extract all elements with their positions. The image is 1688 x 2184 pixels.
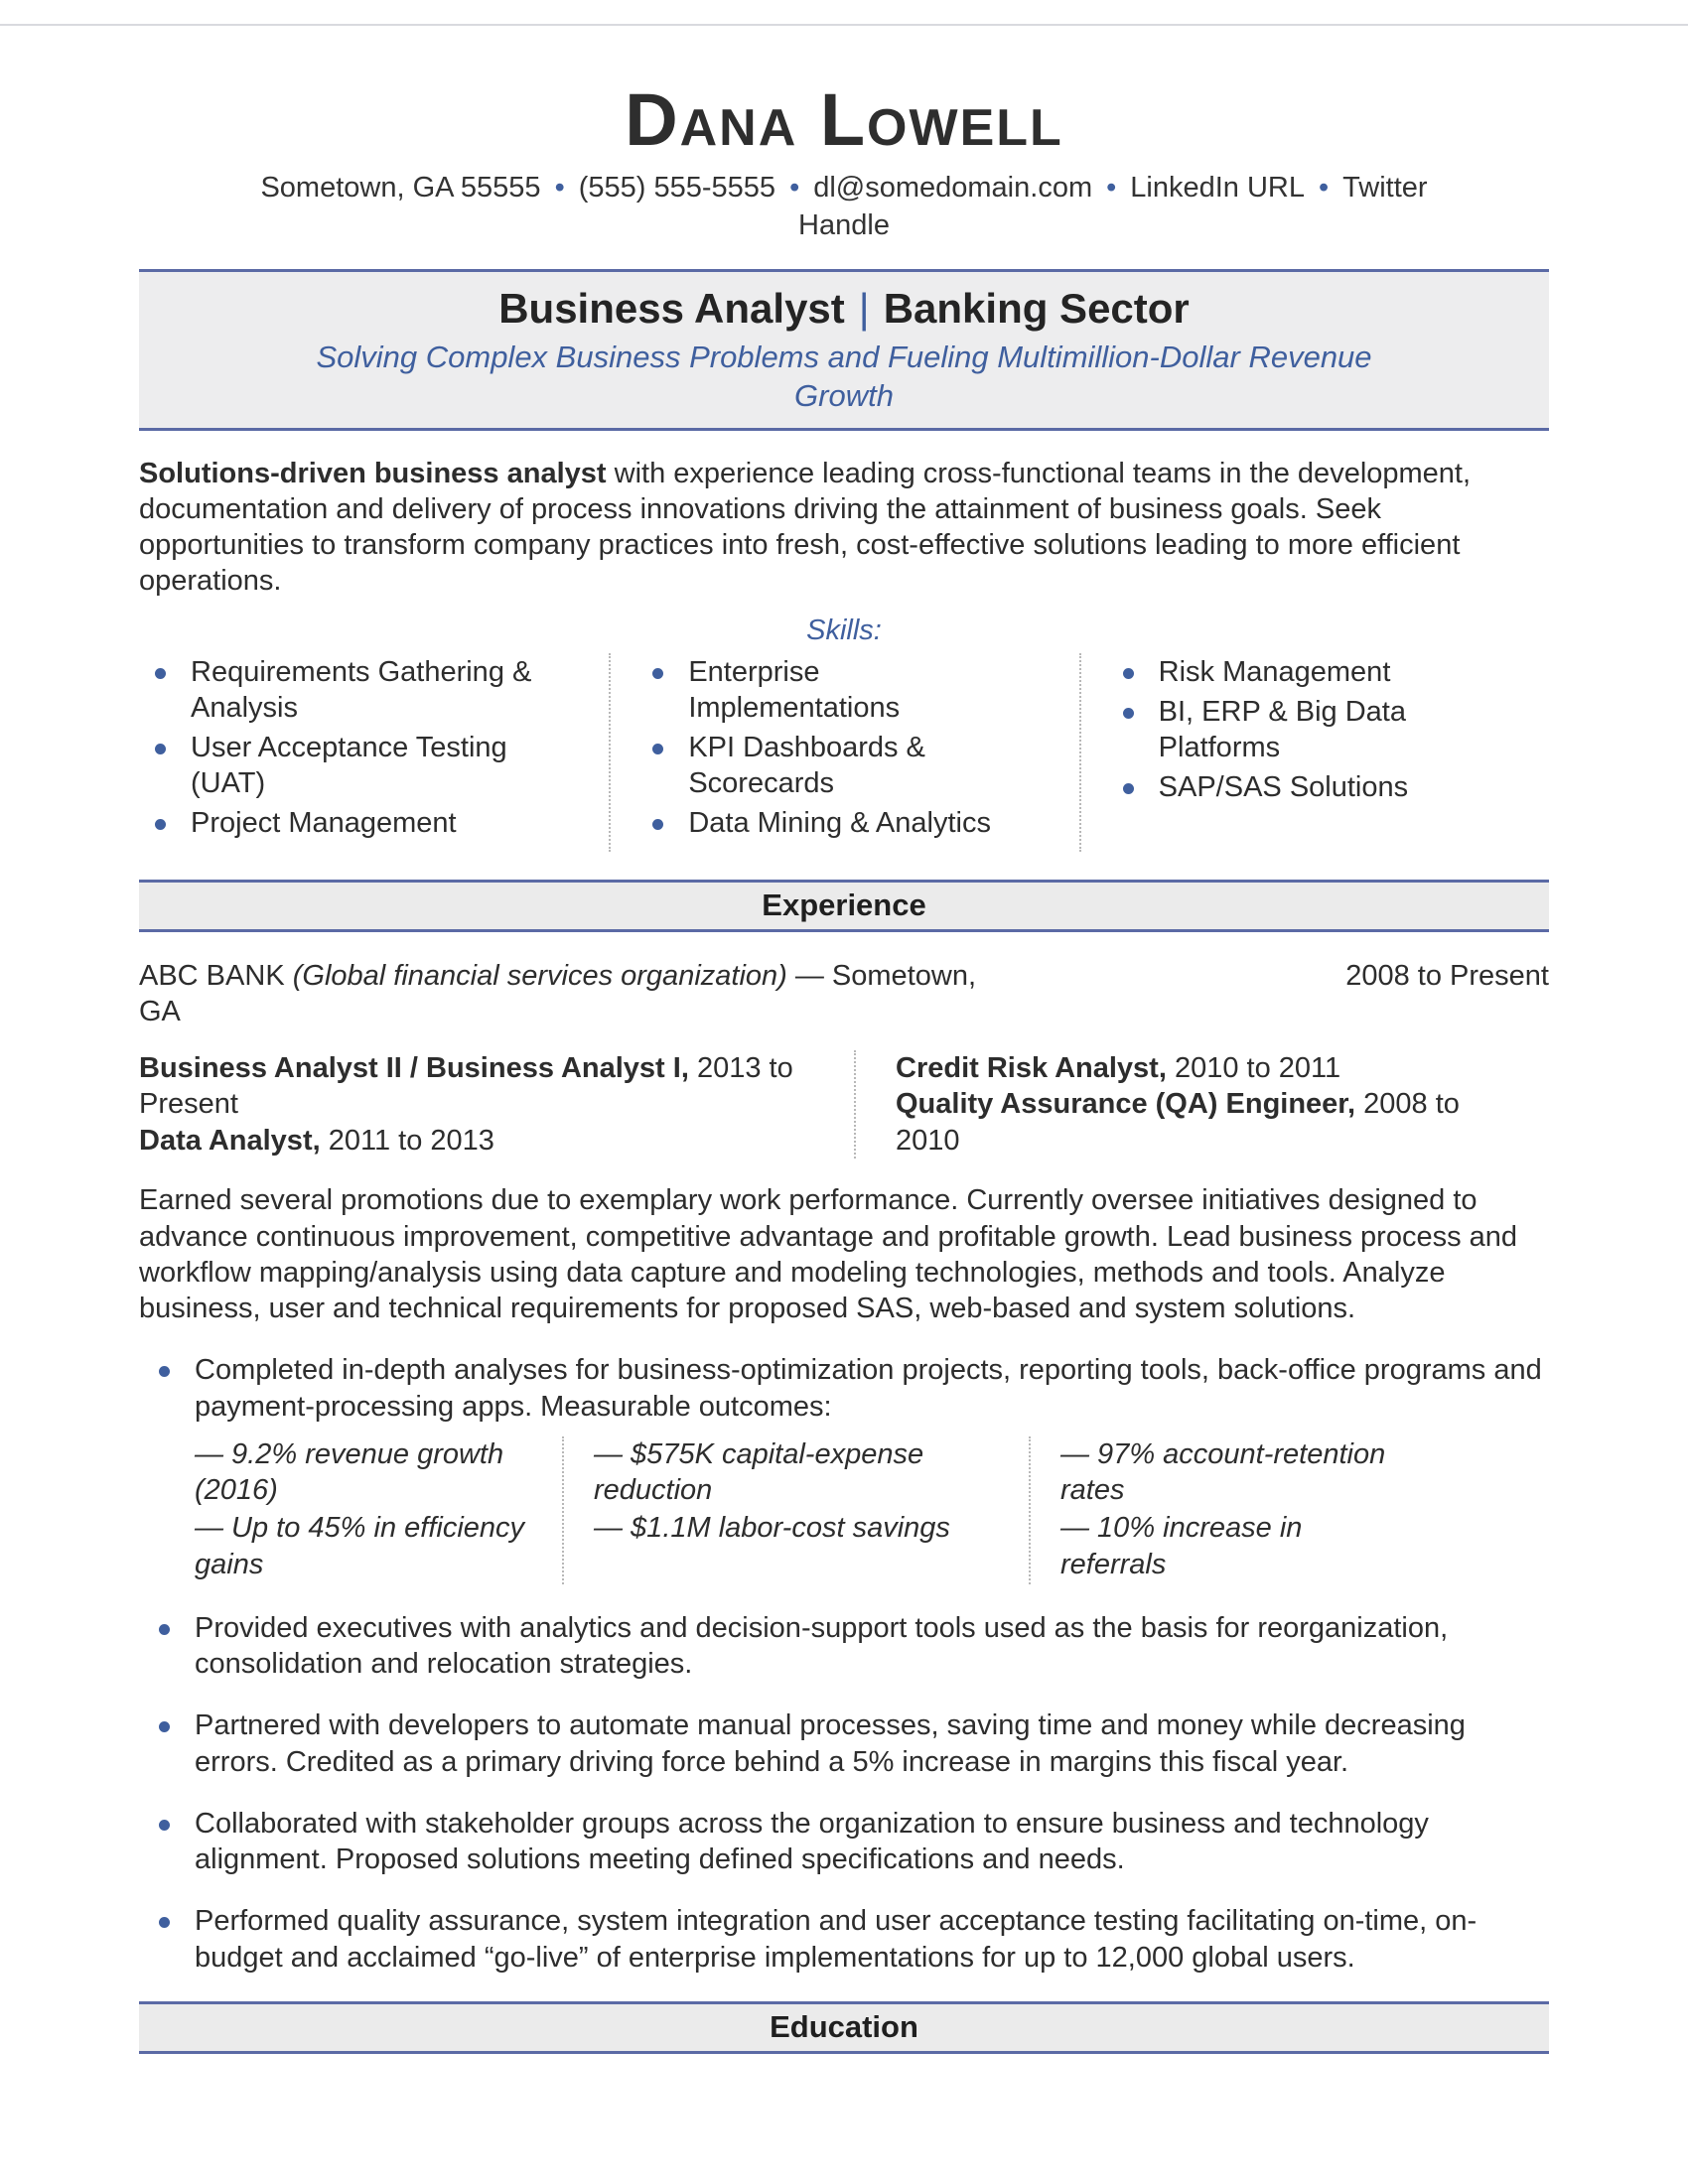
bullet-dot-icon xyxy=(1123,783,1134,794)
role-entry xyxy=(139,1123,834,1160)
company-descriptor: (Global financial services organization) xyxy=(292,959,787,992)
contact-twitter: Twitter Handle xyxy=(798,172,1428,242)
skill-label: KPI Dashboards & Scorecards xyxy=(688,732,925,800)
skill-label: Risk Management xyxy=(1158,656,1391,689)
company-location: — Sometown, GA xyxy=(139,959,977,1028)
outcome-item: — 97% account-retention rates xyxy=(1060,1437,1386,1507)
bullet-dot-icon xyxy=(159,1721,170,1732)
summary-lead: Solutions-driven business analyst xyxy=(139,457,607,489)
role-entry xyxy=(896,1086,1491,1159)
bullet-dot-icon xyxy=(1123,668,1134,679)
company-dates: 2008 to Present xyxy=(1345,959,1549,992)
bullet-text: Partnered with developers to automate manual processes, saving time and money while decreasing errors. Credited as a primary driving force behind a 5% increase in margins this fiscal year. xyxy=(195,1709,1466,1778)
candidate-name: Dana Lowell xyxy=(625,78,1063,161)
skill-item xyxy=(636,806,1034,842)
skills-heading: Skills: xyxy=(806,614,882,647)
bullet-text: Completed in-depth analyses for business-optimization projects, reporting tools, back-office programs and payment-processing apps. Measurable outcomes: xyxy=(195,1354,1542,1423)
skill-item xyxy=(1107,770,1504,806)
experience-bullet-list xyxy=(139,1352,1549,1976)
skills-column-1 xyxy=(139,653,609,852)
bullet-dot-icon xyxy=(155,668,166,679)
skill-item xyxy=(636,731,1034,802)
skills-columns xyxy=(139,653,1549,852)
bullet-text: Performed quality assurance, system integration and user acceptance testing facilitating on-time, on-budget and acclaimed “go-live” of enterprise implementations for up to 12,000 global users. xyxy=(195,1905,1477,1974)
experience-overview: Earned several promotions due to exemplary work performance. Currently oversee initiatives designed to advance continuous improvement, competitive advantage and profitable growth. Lead business process and workflow mapping/analysis using data capture and modeling technologies, methods and tools. Analyze business, user and technical requirements for proposed SAS, web-based and system solutions. xyxy=(139,1184,1518,1325)
bullet-item xyxy=(139,1610,1549,1683)
role-title: Credit Risk Analyst, xyxy=(896,1051,1167,1084)
job-title-role: Business Analyst xyxy=(498,284,845,332)
bullet-item xyxy=(139,1903,1549,1976)
outcomes-column-2 xyxy=(562,1436,999,1584)
skills-column-2 xyxy=(609,653,1078,852)
bullet-dot-icon xyxy=(652,819,663,830)
outcomes-column-3 xyxy=(1029,1436,1396,1584)
contact-separator-dot: • xyxy=(789,172,800,204)
bullet-text: Provided executives with analytics and decision-support tools used as the basis for reorganization, consolidation and relocation strategies. xyxy=(195,1611,1449,1681)
bullet-dot-icon xyxy=(159,1624,170,1635)
skills-column-3 xyxy=(1079,653,1549,852)
contact-separator-dot: • xyxy=(554,172,565,204)
roles-row xyxy=(139,1050,1549,1160)
skill-item xyxy=(636,655,1034,727)
outcomes-grid xyxy=(195,1436,1549,1584)
job-title-sector: Banking Sector xyxy=(883,284,1190,332)
outcome-item: — 9.2% revenue growth (2016) xyxy=(195,1437,504,1507)
outcome-item: — 10% increase in referrals xyxy=(1060,1512,1303,1580)
roles-left-column xyxy=(139,1050,854,1160)
bullet-item xyxy=(139,1352,1549,1584)
outcomes-column-1 xyxy=(195,1436,532,1584)
bullet-dot-icon xyxy=(155,744,166,754)
company-info xyxy=(139,958,1001,1030)
bullet-dot-icon xyxy=(159,1917,170,1928)
section-header-experience: Experience xyxy=(139,880,1549,932)
skill-label: User Acceptance Testing (UAT) xyxy=(191,732,507,800)
page-top-rule xyxy=(0,24,1688,26)
summary-paragraph xyxy=(139,457,1549,600)
bullet-dot-icon xyxy=(1123,708,1134,719)
outcome-item: — $575K capital-expense reduction xyxy=(594,1437,924,1507)
section-header-education: Education xyxy=(139,2001,1549,2054)
role-dates: 2013 to Present xyxy=(139,1051,793,1121)
skill-item xyxy=(139,731,536,802)
role-dates: 2008 to 2010 xyxy=(896,1088,1460,1157)
role-title: Business Analyst II / Business Analyst I, xyxy=(139,1051,689,1084)
contact-linkedin: LinkedIn URL xyxy=(1130,172,1305,204)
contact-separator-dot: • xyxy=(1318,172,1330,204)
bullet-dot-icon xyxy=(159,1820,170,1831)
contact-phone: (555) 555-5555 xyxy=(578,172,776,204)
role-title: Data Analyst, xyxy=(139,1124,321,1157)
bullet-dot-icon xyxy=(159,1366,170,1377)
bullet-item xyxy=(139,1806,1549,1878)
skill-label: Data Mining & Analytics xyxy=(688,807,991,840)
company-row xyxy=(139,958,1549,1030)
outcome-item: — $1.1M labor-cost savings xyxy=(594,1512,950,1545)
outcome-item: — Up to 45% in efficiency gains xyxy=(195,1512,525,1580)
skill-label: Project Management xyxy=(191,807,457,840)
skill-label: Requirements Gathering & Analysis xyxy=(191,656,532,725)
roles-right-column xyxy=(854,1050,1491,1160)
bullet-dot-icon xyxy=(652,744,663,754)
job-title-divider: | xyxy=(858,284,870,332)
job-title xyxy=(159,284,1529,334)
skill-item xyxy=(139,655,536,727)
bullet-dot-icon xyxy=(155,819,166,830)
bullet-text: Collaborated with stakeholder groups across the organization to ensure business and technology alignment. Proposed solutions meeting defined specifications and needs. xyxy=(195,1807,1429,1876)
skill-item xyxy=(139,806,536,842)
bullet-dot-icon xyxy=(652,668,663,679)
contact-separator-dot: • xyxy=(1106,172,1117,204)
role-title: Quality Assurance (QA) Engineer, xyxy=(896,1088,1356,1121)
skill-item xyxy=(1107,655,1504,691)
skill-label: BI, ERP & Big Data Platforms xyxy=(1158,696,1406,764)
contact-location: Sometown, GA 55555 xyxy=(260,172,541,204)
skill-label: SAP/SAS Solutions xyxy=(1158,771,1409,804)
role-entry xyxy=(896,1050,1491,1087)
contact-line xyxy=(233,169,1455,245)
role-dates: 2010 to 2011 xyxy=(1174,1051,1341,1084)
company-name: ABC BANK xyxy=(139,959,285,992)
role-entry xyxy=(139,1050,834,1123)
skill-label: Enterprise Implementations xyxy=(688,656,901,725)
tagline: Solving Complex Business Problems and Fueling Multimillion-Dollar Revenue Growth xyxy=(316,339,1372,414)
contact-email: dl@somedomain.com xyxy=(813,172,1093,204)
summary-body: with experience leading cross-functional teams in the development, documentation and delivery of process innovations driving the attainment of business goals. Seek opportunities to transform company practices into fresh, cost-effective solutions leading to more efficient operations. xyxy=(139,457,1472,597)
bullet-item xyxy=(139,1707,1549,1780)
skill-item xyxy=(1107,695,1504,766)
role-dates: 2011 to 2013 xyxy=(328,1124,494,1157)
title-banner xyxy=(139,269,1549,431)
